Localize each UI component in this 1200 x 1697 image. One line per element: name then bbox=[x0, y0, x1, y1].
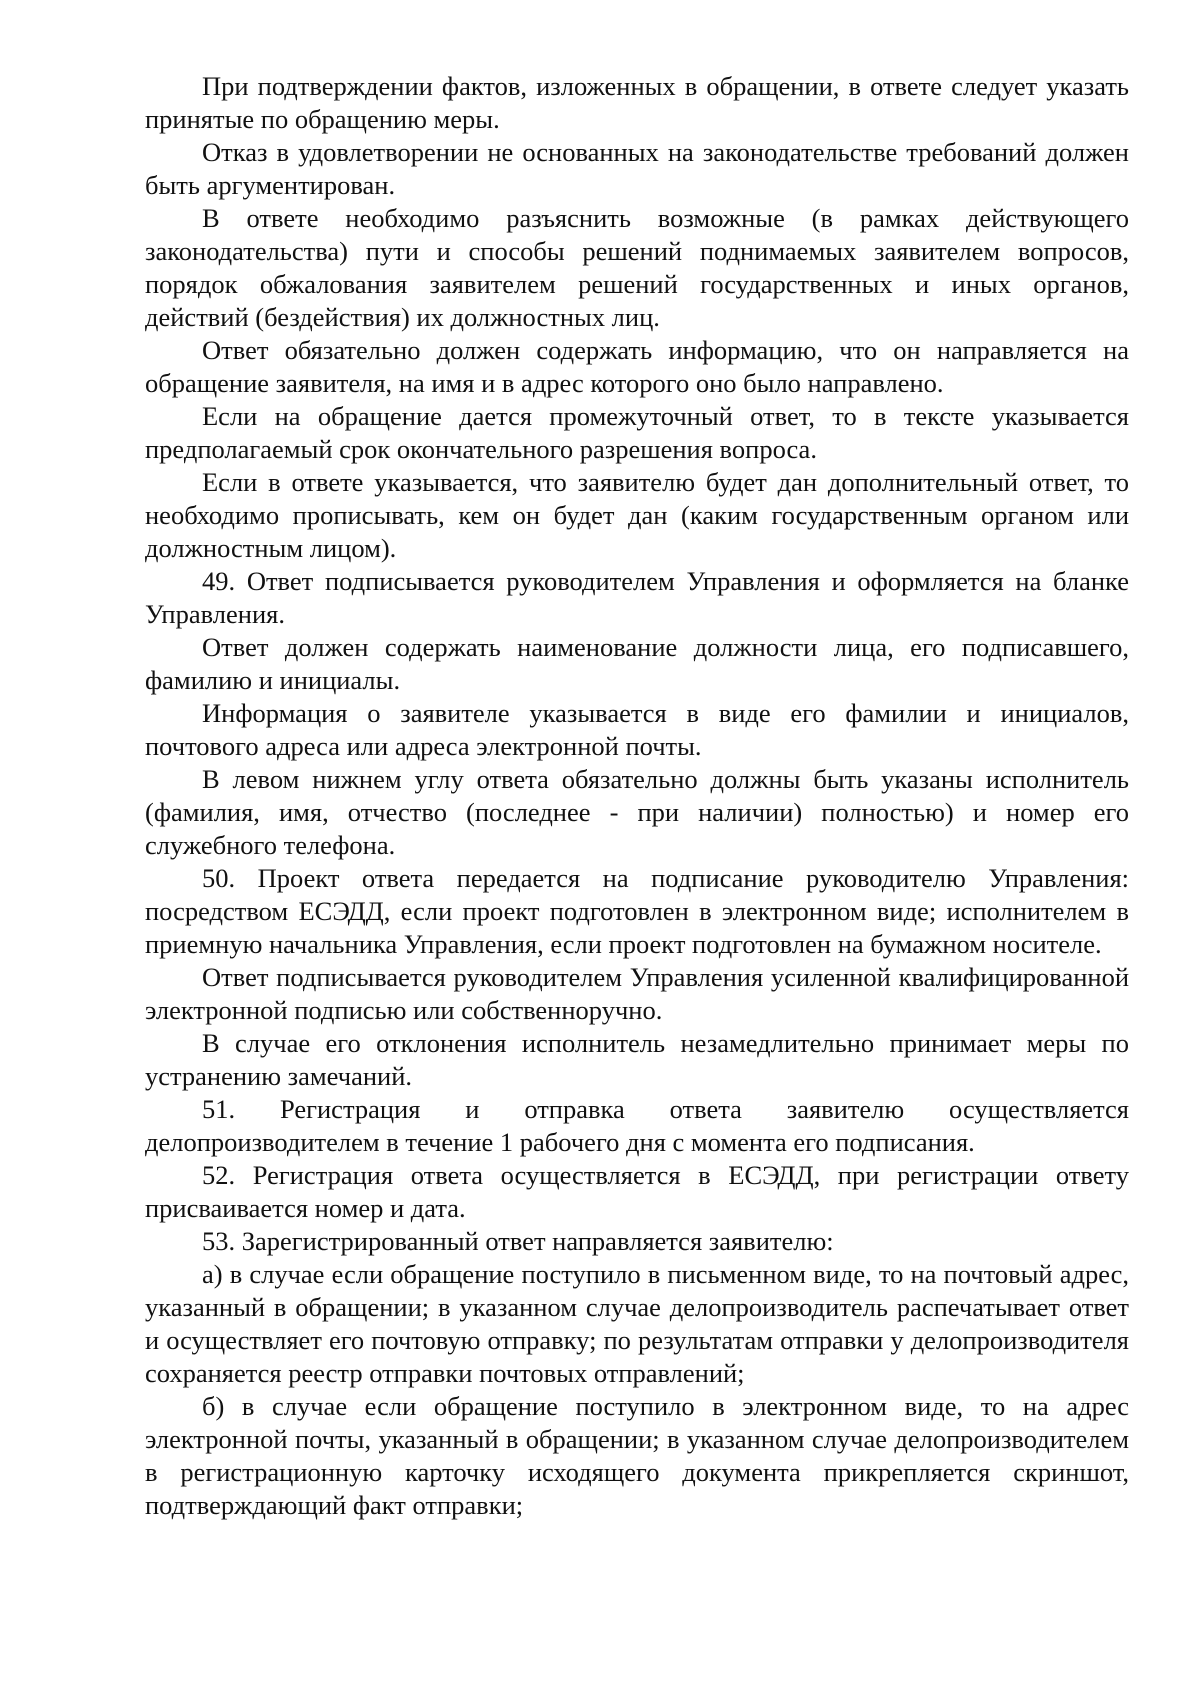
paragraph: а) в случае если обращение поступило в письменном виде, то на почтовый адрес, указанный в обращении; в указанном случае делопроизводитель распечатывает ответ и осуществляет его почтовую отправку; по результатам отправки у делопроизводителя сохраняется реестр отправки почтовых отправлений; bbox=[145, 1259, 1129, 1388]
paragraph: Если в ответе указывается, что заявителю будет дан дополнительный ответ, то необходимо прописывать, кем он будет дан (каким государственным органом или должностным лицом). bbox=[145, 467, 1129, 563]
document-page bbox=[145, 70, 1129, 1522]
paragraph: 50. Проект ответа передается на подписание руководителю Управления: посредством ЕСЭДД, если проект подготовлен в электронном виде; исполнителем в приемную начальника Управления, если проект подготовлен на бумажном носителе. bbox=[145, 863, 1129, 959]
paragraph: Отказ в удовлетворении не основанных на законодательстве требований должен быть аргументирован. bbox=[145, 137, 1129, 200]
paragraph: В случае его отклонения исполнитель незамедлительно принимает меры по устранению замечаний. bbox=[145, 1028, 1129, 1091]
paragraph: 49. Ответ подписывается руководителем Управления и оформляется на бланке Управления. bbox=[145, 566, 1129, 629]
paragraph: б) в случае если обращение поступило в электронном виде, то на адрес электронной почты, указанный в обращении; в указанном случае делопроизводителем в регистрационную карточку исходящего документа прикрепляется скриншот, подтверждающий факт отправки; bbox=[145, 1391, 1129, 1520]
paragraph: Ответ обязательно должен содержать информацию, что он направляется на обращение заявителя, на имя и в адрес которого оно было направлено. bbox=[145, 335, 1129, 398]
paragraph: В левом нижнем углу ответа обязательно должны быть указаны исполнитель (фамилия, имя, отчество (последнее - при наличии) полностью) и номер его служебного телефона. bbox=[145, 764, 1129, 860]
paragraph: При подтверждении фактов, изложенных в обращении, в ответе следует указать принятые по обращению меры. bbox=[145, 71, 1129, 134]
paragraph: 51. Регистрация и отправка ответа заявителю осуществляется делопроизводителем в течение 1 рабочего дня с момента его подписания. bbox=[145, 1094, 1129, 1157]
paragraph: 53. Зарегистрированный ответ направляется заявителю: bbox=[202, 1226, 834, 1256]
paragraph: Ответ должен содержать наименование должности лица, его подписавшего, фамилию и инициалы. bbox=[145, 632, 1129, 695]
paragraph: 52. Регистрация ответа осуществляется в ЕСЭДД, при регистрации ответу присваивается номер и дата. bbox=[145, 1160, 1129, 1223]
paragraph: Ответ подписывается руководителем Управления усиленной квалифицированной электронной подписью или собственноручно. bbox=[145, 962, 1129, 1025]
paragraph: В ответе необходимо разъяснить возможные (в рамках действующего законодательства) пути и способы решений поднимаемых заявителем вопросов, порядок обжалования заявителем решений государственных и иных органов, действий (бездействия) их должностных лиц. bbox=[145, 203, 1129, 332]
paragraph: Если на обращение дается промежуточный ответ, то в тексте указывается предполагаемый срок окончательного разрешения вопроса. bbox=[145, 401, 1129, 464]
paragraph: Информация о заявителе указывается в виде его фамилии и инициалов, почтового адреса или адреса электронной почты. bbox=[145, 698, 1129, 761]
